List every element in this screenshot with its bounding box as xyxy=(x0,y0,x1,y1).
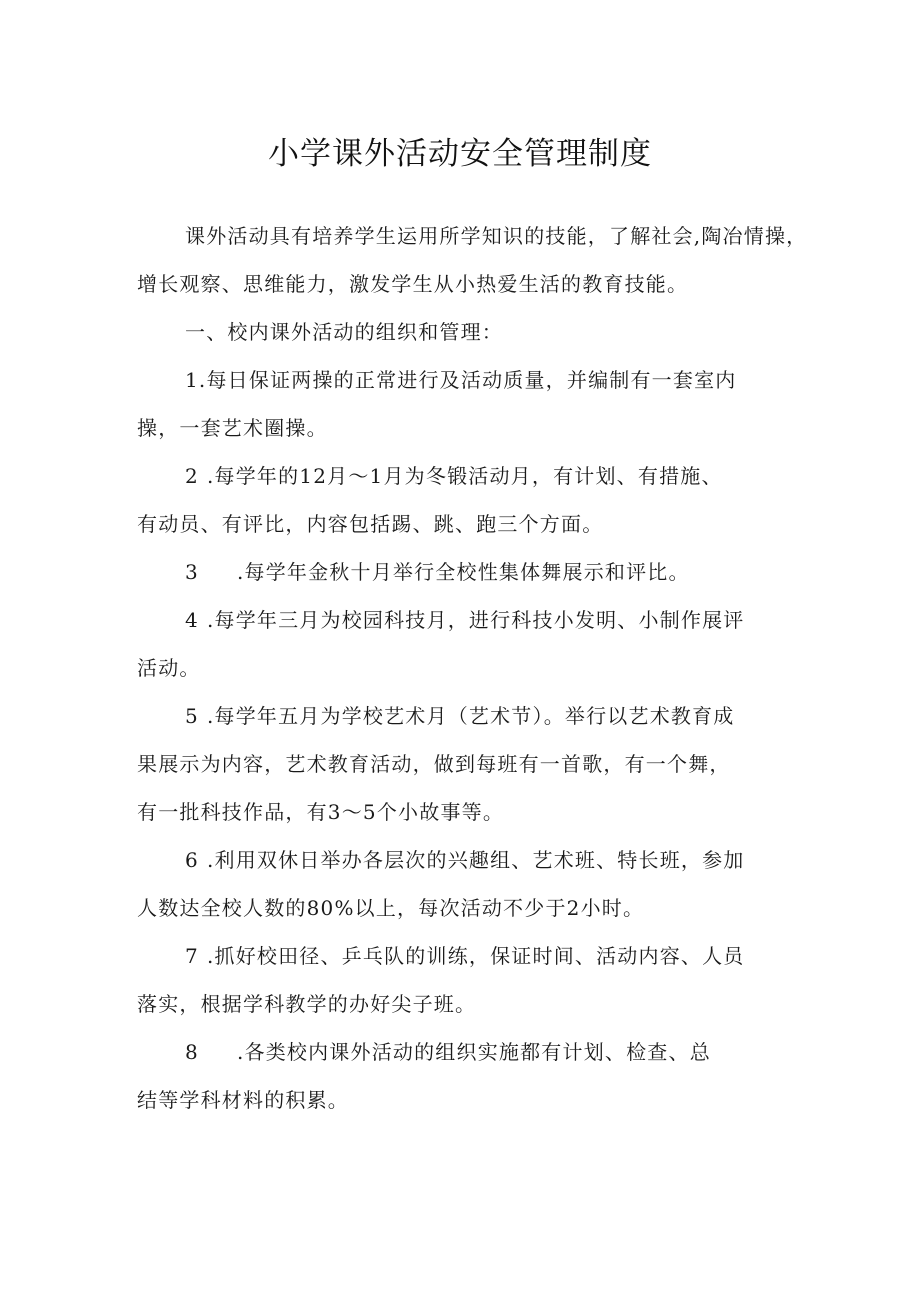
list-item xyxy=(137,356,813,452)
item-text-first: 每日保证两操的正常进行及活动质量，并编制有一套室内 xyxy=(206,368,737,392)
item-text-first: .抓好校田径、乒乓队的训练，保证时间、活动内容、人员 xyxy=(206,944,745,968)
list-item xyxy=(137,692,813,836)
item-number: 6 xyxy=(185,848,199,872)
item-text-rest-2: 有一批科技作品，有3～5个小故事等。 xyxy=(137,800,505,824)
item-text-rest: 结等学科材料的积累。 xyxy=(137,1088,349,1112)
list-item xyxy=(137,596,813,692)
item-text-rest: 活动。 xyxy=(137,656,201,680)
list-item xyxy=(137,932,813,1028)
item-number: 8 xyxy=(185,1040,199,1064)
item-text-first: .每学年的12月～1月为冬锻活动月，有计划、有措施、 xyxy=(206,464,723,488)
item-text-rest: 有动员、有评比，内容包括踢、跳、跑三个方面。 xyxy=(137,512,604,536)
item-text-first: .利用双休日举办各层次的兴趣组、艺术班、特长班，参加 xyxy=(206,848,745,872)
list-item xyxy=(137,452,813,548)
list-item xyxy=(137,548,813,596)
page-title: 小学课外活动安全管理制度 xyxy=(268,136,652,172)
item-number: 5 xyxy=(185,704,199,728)
item-text-rest: 人数达全校人数的80%以上，每次活动不少于2小时。 xyxy=(137,896,645,920)
item-text-first: .每学年三月为校园科技月，进行科技小发明、小制作展评 xyxy=(206,608,745,632)
list-item xyxy=(137,836,813,932)
section-heading: 一、校内课外活动的组织和管理： xyxy=(185,320,503,344)
item-number: 1. xyxy=(185,368,207,392)
item-number: 4 xyxy=(185,608,199,632)
item-number: 3 xyxy=(185,560,199,584)
item-number: 2 xyxy=(185,464,199,488)
item-text-first: .每学年五月为学校艺术月（艺术节）。举行以艺术教育成 xyxy=(206,704,735,728)
item-number: 7 xyxy=(185,944,199,968)
item-text-first: .各类校内课外活动的组织实施都有计划、检查、总 xyxy=(236,1040,711,1064)
intro-paragraph: 课外活动具有培养学生运用所学知识的技能，了解社会,陶冶情操，增长观察、思维能力，激发学生从小热爱生活的教育技能。 xyxy=(137,224,808,296)
item-text-rest: 落实，根据学科教学的办好尖子班。 xyxy=(137,992,477,1016)
list-item xyxy=(137,1028,813,1124)
item-text-rest: 操，一套艺术圈操。 xyxy=(137,416,328,440)
item-text-rest: 果展示为内容，艺术教育活动，做到每班有一首歌，有一个舞， xyxy=(137,752,731,776)
item-text-first: .每学年金秋十月举行全校性集体舞展示和评比。 xyxy=(236,560,690,584)
document-body xyxy=(137,212,813,1124)
